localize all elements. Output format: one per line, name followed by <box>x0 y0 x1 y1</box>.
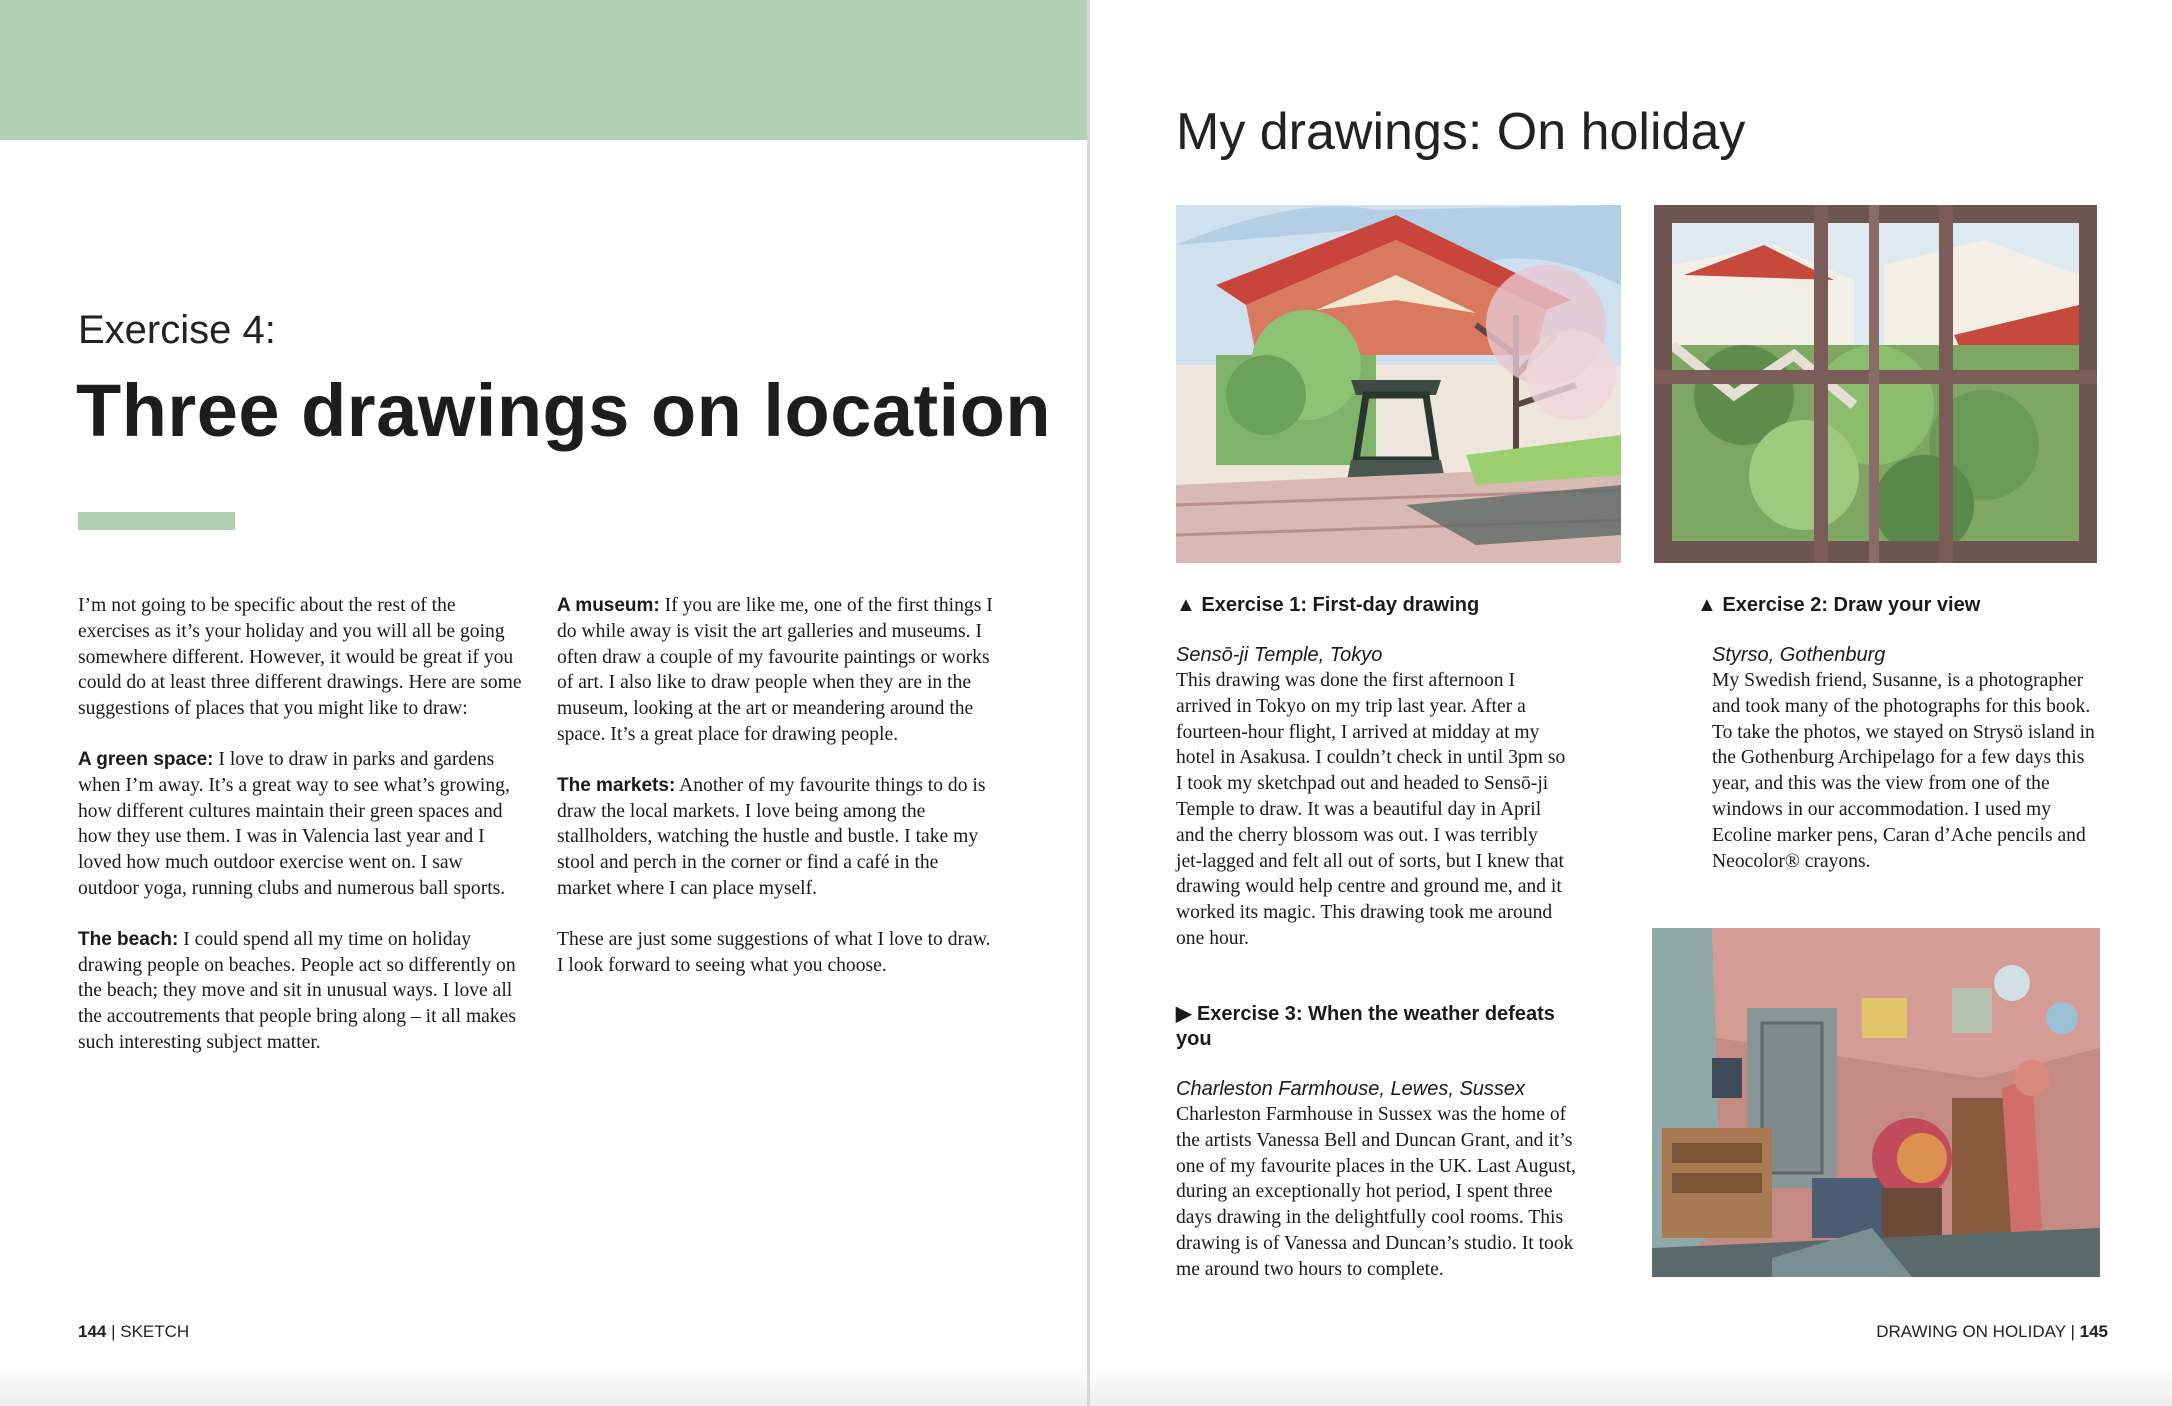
page-edge-shade <box>1090 1366 2172 1406</box>
studio-interior-drawing <box>1652 928 2100 1277</box>
exercise-3-heading <box>1176 1002 1576 1052</box>
text-column-2 <box>557 593 997 1003</box>
page-edge-shade <box>0 1366 1087 1406</box>
green-space-paragraph <box>78 747 523 902</box>
exercise-2-place: Styrso, Gothenburg <box>1712 644 1886 666</box>
triangle-right-icon: ▶ <box>1176 1003 1192 1025</box>
museum-text: If you are like me, one of the first things I do while away is visit the art galleries and museums. I often draw a couple of my favourite paintings or works of art. I also like to draw people when they are in the museum, looking at the art or meandering around the space. It’s a great place for drawing people. <box>557 595 993 745</box>
exercise-3-caption <box>1176 1002 1576 1283</box>
folio-right <box>1876 1322 2108 1342</box>
right-page <box>1090 0 2172 1406</box>
exercise-title: Three drawings on location <box>76 369 1052 452</box>
markets-lead: The markets: <box>557 774 676 796</box>
folio-separator-right: | <box>2065 1322 2080 1341</box>
triangle-up-icon: ▲ <box>1176 594 1196 616</box>
beach-text: I could spend all my time on holiday drawing people on beaches. People act so differently on the beach; they move and sit in unusual ways. I love all the accoutrements that people bring along – it all makes such interesting subject matter. <box>78 928 516 1053</box>
museum-lead: A museum: <box>557 595 660 616</box>
exercise-1-caption <box>1176 593 1566 952</box>
museum-paragraph <box>557 593 997 748</box>
green-space-text: I love to draw in parks and gardens when I’m away. It’s a great way to see what’s growing, how different cultures maintain their green spaces and how they use them. I was in Valencia last year and I loved how much outdoor exercise went on. I saw outdoor yoga, running clubs and numerous ball sports. <box>78 748 510 899</box>
beach-paragraph <box>78 927 523 1056</box>
closing-paragraph: These are just some suggestions of what I love to draw. I look forward to seeing what you choose. <box>557 928 991 976</box>
exercise-2-heading-text: Exercise 2: Draw your view <box>1722 594 1981 616</box>
header-color-band <box>0 0 1087 140</box>
exercise-label: Exercise 4: <box>78 308 276 352</box>
exercise-3-heading-text: Exercise 3: When the weather defeats you <box>1176 1003 1555 1050</box>
folio-separator-left: | <box>106 1322 121 1341</box>
page-number-left: 144 <box>78 1322 107 1341</box>
temple-drawing <box>1176 205 1621 563</box>
page-number-right: 145 <box>2079 1322 2108 1341</box>
exercise-3-place: Charleston Farmhouse, Lewes, Sussex <box>1176 1078 1526 1100</box>
markets-text: Another of my favourite things to do is draw the local markets. I love being among the stallholders, watching the hustle and bustle. I take my stool and perch in the corner or find a café in the market where I can place myself. <box>557 774 986 899</box>
exercise-2-heading <box>1697 593 2112 618</box>
window-view-drawing <box>1654 205 2097 563</box>
exercise-1-heading <box>1176 593 1566 618</box>
exercise-1-place: Sensō-ji Temple, Tokyo <box>1176 644 1383 666</box>
exercise-1-body: This drawing was done the first afternoon I arrived in Tokyo on my trip last year. After a fourteen-hour flight, I arrived at midday at my hotel in Asakusa. I couldn’t check in until 3pm so I took my sketchpad out and headed to Sensō-ji Temple to draw. It was a beautiful day in April and the cherry blossom was out. I was terribly jet-lagged and felt all out of sorts, but I knew that drawing would help centre and ground me, and it worked its magic. This drawing took me around one hour. <box>1176 670 1566 949</box>
exercise-2-body: My Swedish friend, Susanne, is a photographer and took many of the photographs for this book. To take the photos, we stayed on Strysö island in the Gothenburg Archipelago for a few days this year, and this was the view from one of the windows in our accommodation. I used my Ecoline marker pens, Caran d’Ache pencils and Neocolor® crayons. <box>1712 670 2095 872</box>
exercise-2-caption <box>1697 593 2112 874</box>
running-head-left: SKETCH <box>120 1322 190 1341</box>
text-column-1 <box>78 593 523 1081</box>
green-space-lead: A green space: <box>78 748 214 770</box>
triangle-up-icon: ▲ <box>1697 594 1717 616</box>
accent-rule <box>78 512 235 530</box>
spread-title: My drawings: On holiday <box>1176 103 1746 161</box>
running-head-right: DRAWING ON HOLIDAY <box>1876 1322 2066 1341</box>
exercise-3-body: Charleston Farmhouse in Sussex was the home of the artists Vanessa Bell and Duncan Grant, and it’s one of my favourite places in the UK. Last August, during an exceptionally hot period, I spent three days drawing in the delightfully cool rooms. This drawing is of Vanessa and Duncan’s studio. It took me around two hours to complete. <box>1176 1104 1576 1280</box>
beach-lead: The beach: <box>78 928 179 950</box>
markets-paragraph <box>557 773 997 902</box>
intro-paragraph: I’m not going to be specific about the rest of the exercises as it’s your holiday and you will all be going somewhere different. However, it would be great if you could do at least three different drawings. Here are some suggestions of places that you might like to draw: <box>78 595 522 720</box>
folio-left <box>78 1322 189 1342</box>
exercise-1-heading-text: Exercise 1: First-day drawing <box>1201 594 1480 616</box>
